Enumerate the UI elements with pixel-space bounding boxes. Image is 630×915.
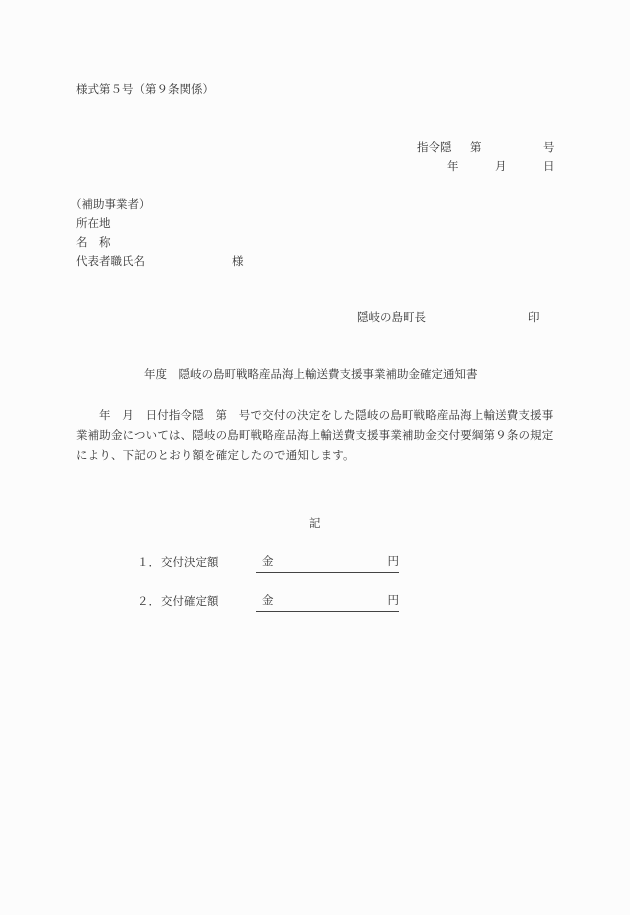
address-label: 所在地 <box>76 216 111 230</box>
document-title: 年度 隠岐の島町戦略産品海上輸送費支援事業補助金確定通知書 <box>144 367 478 381</box>
date-month: 月 <box>495 159 507 173</box>
item-2-prefix: 金 <box>262 593 274 607</box>
reference-prefix: 指令隠 <box>417 140 452 154</box>
reference-go: 号 <box>543 140 555 154</box>
item-1-amount-field <box>256 556 399 573</box>
date-day: 日 <box>543 159 555 173</box>
item-1-suffix: 円 <box>387 554 399 568</box>
item-1-prefix: 金 <box>262 554 274 568</box>
date-year: 年 <box>447 159 459 173</box>
issuer-title: 隠岐の島町長 <box>357 310 426 324</box>
recipient-header: （補助事業者） <box>70 197 151 211</box>
seal-mark: 印 <box>528 310 540 324</box>
item-2-suffix: 円 <box>387 593 399 607</box>
honorific: 様 <box>232 254 244 268</box>
item-1-number: １． <box>137 555 160 569</box>
item-2-amount-field <box>256 595 399 612</box>
body-paragraph: 年 月 日付指令隠 第 号で交付の決定をした隠岐の島町戦略産品海上輸送費支援事業補助金については、隠岐の島町戦略産品海上輸送費支援事業補助金交付要綱第９条の規定により、下記のとおり額を確定したので通知します。 <box>76 408 554 462</box>
name-label: 名 称 <box>76 235 111 249</box>
form-number: 様式第５号（第９条関係） <box>76 82 214 96</box>
reference-dai: 第 <box>470 140 482 154</box>
representative-label: 代表者職氏名 <box>76 254 145 268</box>
item-1-label: 交付決定額 <box>161 555 219 569</box>
ki-heading: 記 <box>309 516 321 530</box>
item-2-label: 交付確定額 <box>161 594 219 608</box>
item-2-number: ２． <box>137 594 160 608</box>
